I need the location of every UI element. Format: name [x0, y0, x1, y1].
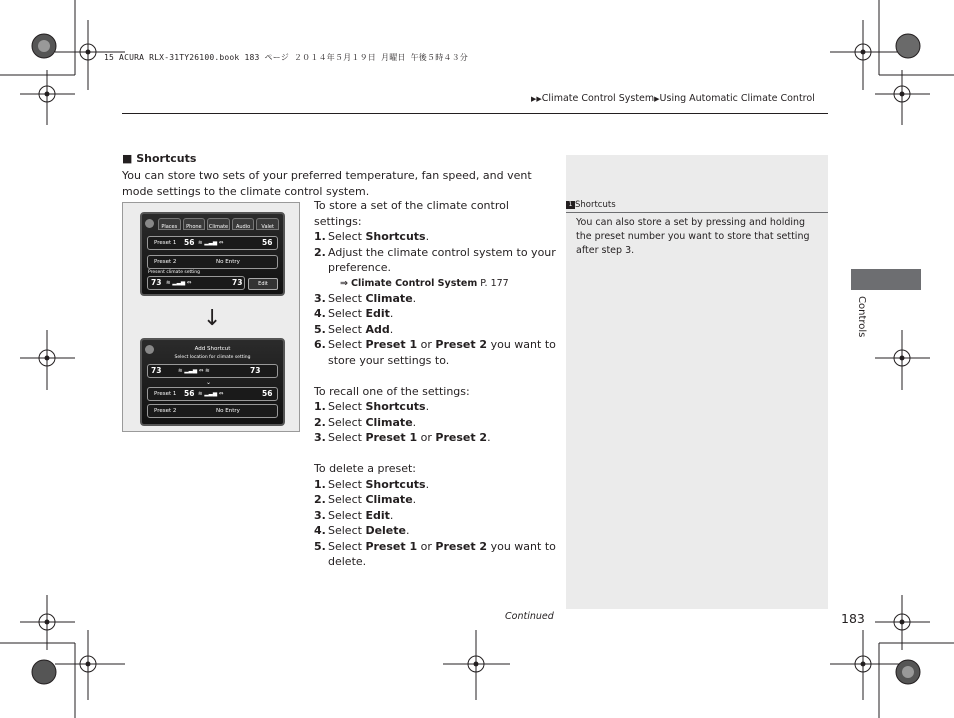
tab-valet[interactable]: Valet — [256, 218, 279, 230]
header-divider — [122, 113, 828, 114]
preset1-row[interactable]: Preset 1 56 ≋ ▂▃▅ ⇔ 56 — [147, 387, 278, 401]
recall-heading: To recall one of the settings: — [314, 384, 470, 398]
recall-step-1: 1. Select Shortcuts. — [314, 400, 430, 413]
store-step-6: 6. Select Preset 1 or Preset 2 you want to store your settings to. — [314, 338, 556, 367]
section-intro: You can store two sets of your preferred temperature, fan speed, and vent mode settings to the climate control system. — [122, 169, 532, 198]
current-setting-label: Present climate setting — [148, 270, 200, 275]
breadcrumb-level1[interactable]: Climate Control System — [541, 93, 655, 104]
file-header: 15 ACURA RLX-31TY26100.book 183 ページ ２０１４年５月１９日 月曜日 午後５時４３分 — [104, 53, 469, 62]
cross-reference[interactable]: ⇒ Climate Control System P. 177 — [340, 277, 509, 289]
delete-heading: To delete a preset: — [314, 462, 417, 475]
breadcrumb-sep-icon: ▶ — [654, 95, 660, 103]
sidebar-body: You can also store a set by pressing and holding the preset number you want to store that setting after step 3. — [576, 217, 810, 256]
preset2-row[interactable]: Preset 2 No Entry — [147, 255, 278, 269]
store-step-2: 2. Adjust the climate control system to your preference. — [314, 245, 556, 274]
tab-climate[interactable]: Climate — [207, 218, 230, 230]
dialog-title: Add Shortcut — [194, 346, 231, 352]
delete-step-5: 5. Select Preset 1 or Preset 2 you want to delete. — [314, 539, 556, 568]
store-step-1: 1. Select Shortcuts. — [314, 230, 430, 243]
add-shortcut-screen — [140, 338, 285, 426]
sidebar-rule — [566, 212, 828, 213]
fan-vent-icons: ≋ ▂▃▅ ⇔ — [198, 240, 224, 246]
preset2-row[interactable]: Preset 2 No Entry — [147, 404, 278, 418]
home-icon — [145, 219, 154, 228]
preset1-row[interactable]: Preset 1 56 ≋ ▂▃▅ ⇔ 56 — [147, 236, 278, 250]
screen-illustration — [122, 202, 300, 432]
reference-arrow-icon: ⇒ — [340, 277, 348, 289]
note-marker-icon: 1 — [566, 201, 575, 209]
section-tab-label: Controls — [856, 296, 867, 338]
sidebar-title: 1 Shortcuts — [566, 200, 616, 210]
store-heading: To store a set of the climate control settings: — [314, 199, 509, 228]
page-number: 183 — [841, 611, 865, 626]
delete-step-4: 4. Select Delete. — [314, 524, 410, 537]
breadcrumb-arrow-icon: ▶▶ — [531, 95, 542, 103]
store-step-5: 5. Select Add. — [314, 322, 394, 336]
store-step-3: 3. Select Climate. — [314, 291, 417, 305]
edit-button[interactable]: Edit — [248, 278, 278, 290]
recall-step-2: 2. Select Climate. — [314, 415, 417, 429]
current-setting-row: 73 ≋ ▂▃▅ ⇔ 73 — [147, 276, 245, 290]
delete-step-3: 3. Select Edit. — [314, 508, 394, 522]
delete-step-1: 1. Select Shortcuts. — [314, 477, 430, 491]
down-arrow-icon: ↓ — [203, 306, 222, 331]
continued-label: Continued — [505, 611, 554, 622]
tab-bar — [158, 218, 279, 230]
recall-step-3: 3. Select Preset 1 or Preset 2. — [314, 431, 491, 444]
dialog-subtitle: Select location for climate setting — [174, 355, 251, 360]
breadcrumb-level2[interactable]: Using Automatic Climate Control — [659, 93, 815, 104]
chevron-down-icon: ⌄ — [206, 379, 212, 386]
tab-places[interactable]: Places — [158, 218, 181, 230]
breadcrumb — [531, 93, 815, 104]
tab-audio[interactable]: Audio — [232, 218, 255, 230]
shortcuts-screen — [140, 212, 285, 296]
store-step-4: 4. Select Edit. — [314, 307, 394, 320]
section-tab — [851, 269, 921, 290]
tab-phone[interactable]: Phone — [183, 218, 206, 230]
current-setting-row: 73 ≋ ▂▃▅ ⇔ ≋ 73 — [147, 364, 278, 378]
section-bullet-icon: ■ — [122, 152, 133, 165]
instructions-column — [314, 198, 559, 570]
delete-step-2: 2. Select Climate. — [314, 493, 417, 506]
section-title: ■ Shortcuts — [122, 152, 197, 165]
